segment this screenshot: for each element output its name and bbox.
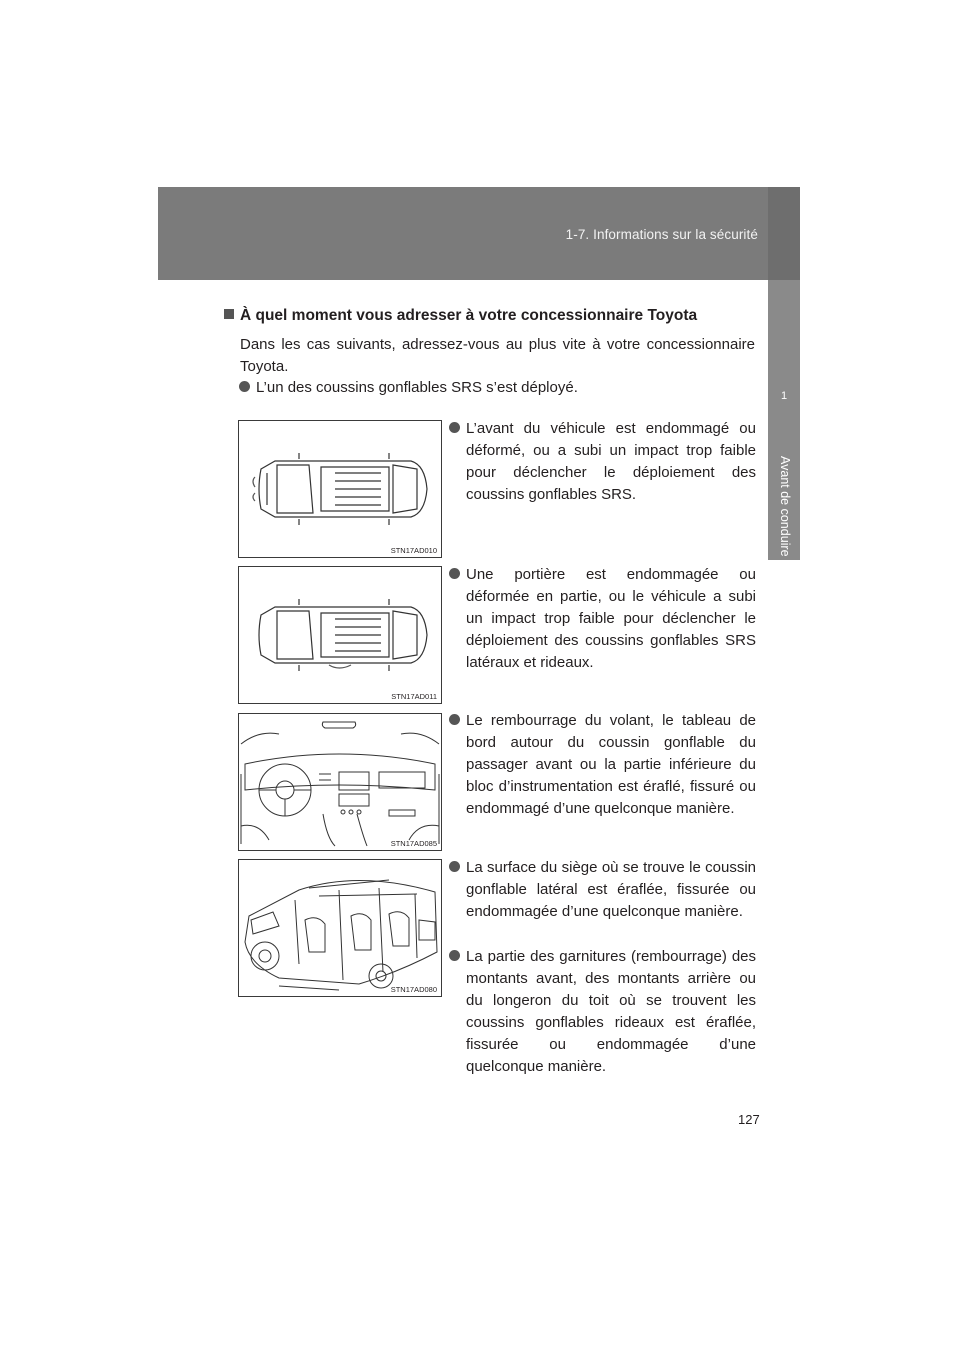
car-cutaway-icon [239,860,441,996]
bullet-dot-icon [449,950,460,961]
figure-car-front [238,420,442,558]
heading-square-icon [224,309,234,319]
figure-code: STN17AD010 [390,546,437,555]
bullet-item [466,857,756,923]
bullet-text: La partie des garnitures (rembourrage) des montants avant, des montants arrière ou du longeron du toit où se trouvent les coussins gonflables rideaux est éraflée, fissurée ou endommagée d’une quelconque manière. [466,948,756,1075]
bullet-dot-icon [449,861,460,872]
bullet-item [466,418,756,506]
header-band [158,187,800,280]
bullet-item [466,564,756,674]
bullet-text: Une portière est endommagée ou déformée en partie, ou le véhicule a subi un impact trop faible pour déclencher le déploiement des coussins gonflables SRS latéraux et rideaux. [466,566,756,671]
section-heading [224,307,697,325]
chapter-number: 1 [780,390,788,402]
car-top-view-icon [239,567,441,703]
intro-paragraph: Dans les cas suivants, adressez-vous au plus vite à votre concessionnaire Toyota. [240,336,755,375]
bullet-dot-icon [239,381,250,392]
page-number: 127 [738,1112,760,1127]
bullet-text: Le rembourrage du volant, le tableau de bord autour du coussin gonflable du passager avant ou la partie inférieure du bloc d’instrumentation est éraflé, fissuré ou endommagé d’une quelconque manière. [466,712,756,817]
figure-dashboard [238,713,442,851]
bullet-item [466,946,756,1078]
figure-code: STN17AD085 [390,839,437,848]
heading-text: À quel moment vous adresser à votre concessionnaire Toyota [240,307,698,324]
bullet-text: La surface du siège où se trouve le coussin gonflable latéral est éraflée, fissurée ou endommagée d’une quelconque manière. [466,859,756,920]
bullet-item [466,710,756,820]
bullet-dot-icon [449,714,460,725]
bullet-text: L’avant du véhicule est endommagé ou déformé, ou a subi un impact trop faible pour déclencher le déploiement des coussins gonflables SRS. [466,420,756,503]
dashboard-icon [239,714,441,850]
bullet-dot-icon [449,422,460,433]
bullet-text: L’un des coussins gonflables SRS s’est déployé. [256,379,578,396]
section-breadcrumb: 1-7. Informations sur la sécurité [565,227,758,242]
figure-car-cutaway [238,859,442,997]
figure-car-side [238,566,442,704]
figure-code: STN17AD011 [391,692,437,701]
figure-code: STN17AD080 [390,985,437,994]
car-top-view-icon [239,421,441,557]
chapter-title: Avant de conduire [778,456,792,557]
bullet-dot-icon [449,568,460,579]
bullet-item [256,377,756,399]
